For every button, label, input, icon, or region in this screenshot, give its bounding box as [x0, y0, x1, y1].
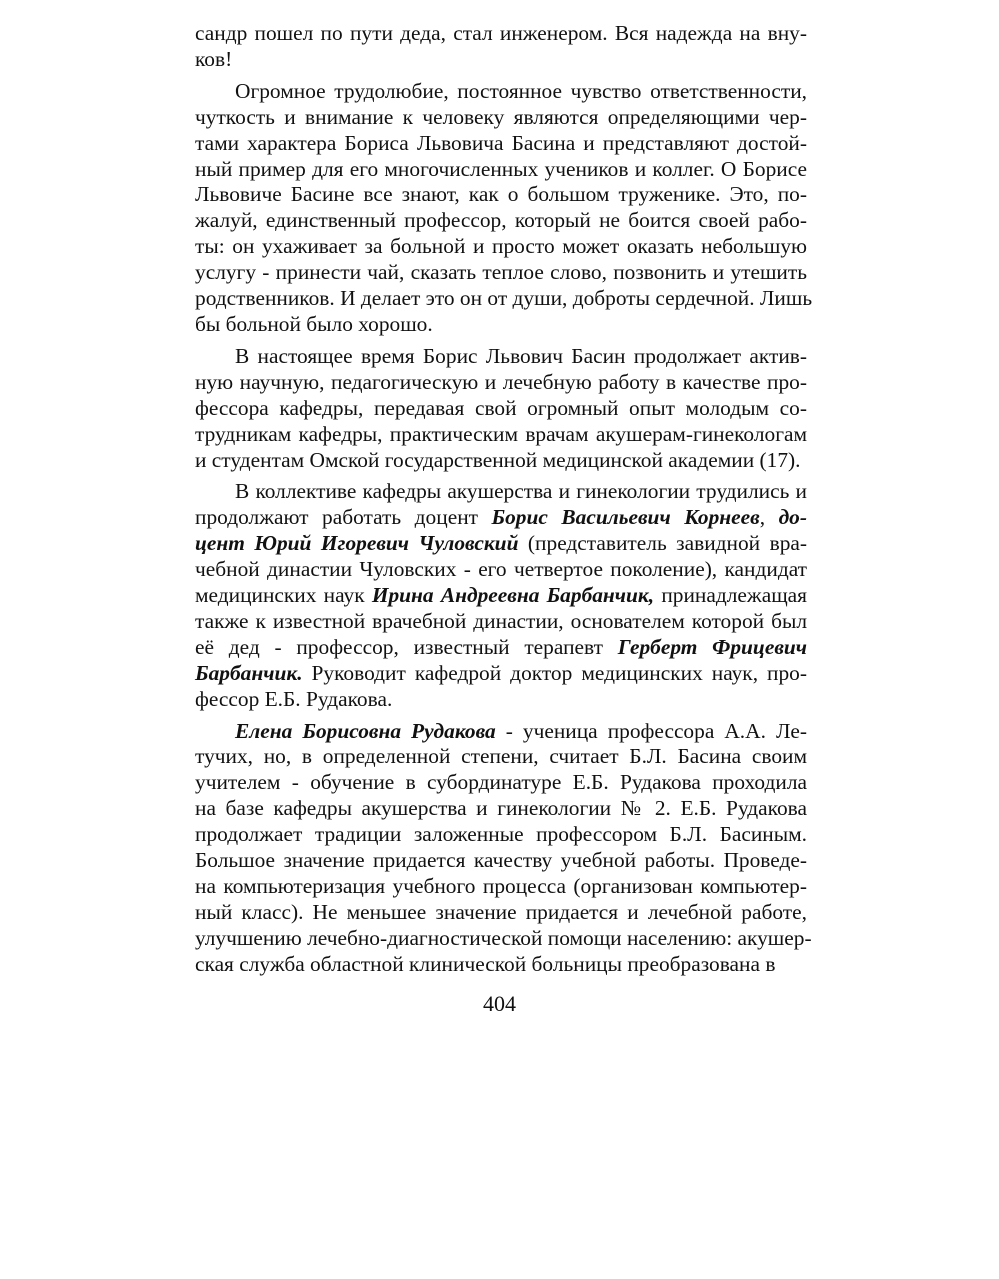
text-run: чебной династии Чуловских - его четвертое поколение), кандидат: [195, 557, 807, 582]
text-line: [195, 505, 807, 531]
person-name: Елена Борисовна Рудакова: [235, 718, 496, 743]
text-run: Большое значение придается качеству учебной работы. Проведе-: [195, 848, 807, 873]
person-name: Ирина Андреевна Барбанчик,: [371, 583, 655, 608]
text-run: родственников. И делает это он от души, доброты сердечной. Лишь: [195, 286, 813, 311]
text-line: [195, 234, 807, 260]
paragraph: [195, 718, 812, 978]
text-run: ская служба областной клинической больницы преобразована в: [195, 951, 776, 976]
page-number: 404: [483, 991, 516, 1016]
text-run: учителем - обучение в субординатуре Е.Б. Рудакова проходила: [195, 770, 807, 795]
text-line: [195, 822, 807, 848]
text-run: ную научную, педагогическую и лечебную работу в качестве про-: [195, 369, 807, 394]
text-line: [195, 796, 807, 822]
text-line: [195, 609, 807, 635]
text-line: [195, 687, 807, 713]
text-line: [195, 47, 807, 73]
text-run: её дед - профессор, известный терапевт: [195, 634, 618, 659]
text-line: [195, 557, 807, 583]
text-run: на базе кафедры акушерства и гинекологии № 2. Е.Б. Рудакова: [195, 796, 807, 821]
text-run: также к известной врачебной династии, основателем которой был: [195, 608, 807, 633]
text-line: [195, 422, 807, 448]
text-run: Огромное трудолюбие, постоянное чувство ответственности,: [235, 78, 807, 103]
text-line: [195, 21, 807, 47]
person-name: Барбанчик.: [195, 660, 303, 685]
text-run: Руководит кафедрой доктор медицинских наук, про-: [302, 660, 807, 685]
text-run: фессора кафедры, передавая свой огромный опыт молодым со-: [195, 395, 807, 420]
text-run: ный пример для его многочисленных учеников и коллег. О Борисе: [195, 156, 807, 181]
text-line: [195, 661, 807, 687]
text-line: [195, 286, 813, 312]
text-line: [195, 531, 807, 557]
text-run: услугу - принести чай, сказать теплое слово, позвонить и утешить: [195, 260, 807, 285]
text-run: В настоящее время Борис Львович Басин продолжает актив-: [235, 343, 807, 368]
body-text: [195, 21, 813, 984]
text-run: трудникам кафедры, практическим врачам акушерам-гинекологам: [195, 421, 807, 446]
text-line: [195, 208, 807, 234]
text-line: [195, 105, 807, 131]
person-name: Герберт Фрицевич: [617, 634, 807, 659]
text-line: [195, 925, 812, 952]
text-run: ,: [759, 505, 779, 530]
text-line: [195, 344, 807, 370]
text-line: [195, 583, 807, 609]
text-line: [195, 312, 807, 338]
text-line: [195, 479, 807, 505]
paragraph: [195, 78, 813, 338]
text-line: [195, 182, 807, 208]
text-run: В коллективе кафедры акушерства и гинекологии трудились и: [235, 479, 807, 504]
text-run: ты: он ухаживает за больной и просто может оказать небольшую: [195, 234, 807, 259]
text-run: продолжает традиции заложенные профессором Б.Л. Басиным.: [195, 822, 807, 847]
text-line: [195, 952, 807, 978]
text-line: [195, 157, 807, 183]
text-line: [195, 900, 807, 926]
text-run: бы больной было хорошо.: [195, 311, 433, 336]
text-run: и студентам Омской государственной медицинской академии (17).: [195, 447, 801, 472]
text-run: ный класс). Не меньшее значение придается и лечебной работе,: [195, 899, 807, 924]
text-line: [195, 719, 807, 745]
text-line: [195, 744, 807, 770]
text-line: [195, 396, 807, 422]
text-run: чуткость и внимание к человеку являются определяющими чер-: [195, 104, 807, 129]
text-run: ков!: [195, 46, 233, 71]
text-run: на компьютеризация учебного процесса (организован компьютер-: [195, 874, 807, 898]
text-line: [195, 79, 807, 105]
text-run: тучих, но, в определенной степени, считает Б.Л. Басина своим: [195, 744, 807, 769]
text-run: принадлежащая: [654, 583, 808, 608]
person-name: Борис Васильевич Корнеев: [491, 505, 760, 530]
text-line: [195, 848, 807, 874]
text-line: [195, 448, 807, 474]
text-run: жалуй, единственный профессор, который не боится своей рабо-: [195, 208, 807, 233]
text-run: медицинских наук: [195, 583, 372, 608]
text-line: [195, 260, 807, 286]
text-line: [195, 874, 807, 900]
text-run: Львовиче Басине все знают, как о большом труженике. Это, по-: [195, 182, 807, 207]
text-run: фессор Е.Б. Рудакова.: [195, 686, 393, 711]
text-line: [195, 635, 807, 661]
text-run: сандр пошел по пути деда, стал инженером. Вся надежда на вну-: [195, 21, 807, 45]
text-run: - ученица профессора А.А. Ле-: [495, 718, 807, 743]
text-line: [195, 370, 807, 396]
paragraph: [195, 344, 807, 474]
person-name: цент Юрий Игоревич Чуловский: [195, 531, 519, 556]
text-run: продолжают работать доцент: [195, 505, 492, 530]
person-name: до-: [778, 505, 807, 530]
text-line: [195, 770, 807, 796]
text-run: (представитель завидной вра-: [518, 531, 808, 556]
paragraph: [195, 479, 807, 712]
text-line: [195, 131, 807, 157]
paragraph: [195, 21, 807, 73]
text-run: тами характера Бориса Львовича Басина и представляют достой-: [195, 130, 807, 155]
text-run: улучшению лечебно-диагностической помощи населению: акушер-: [195, 925, 812, 950]
